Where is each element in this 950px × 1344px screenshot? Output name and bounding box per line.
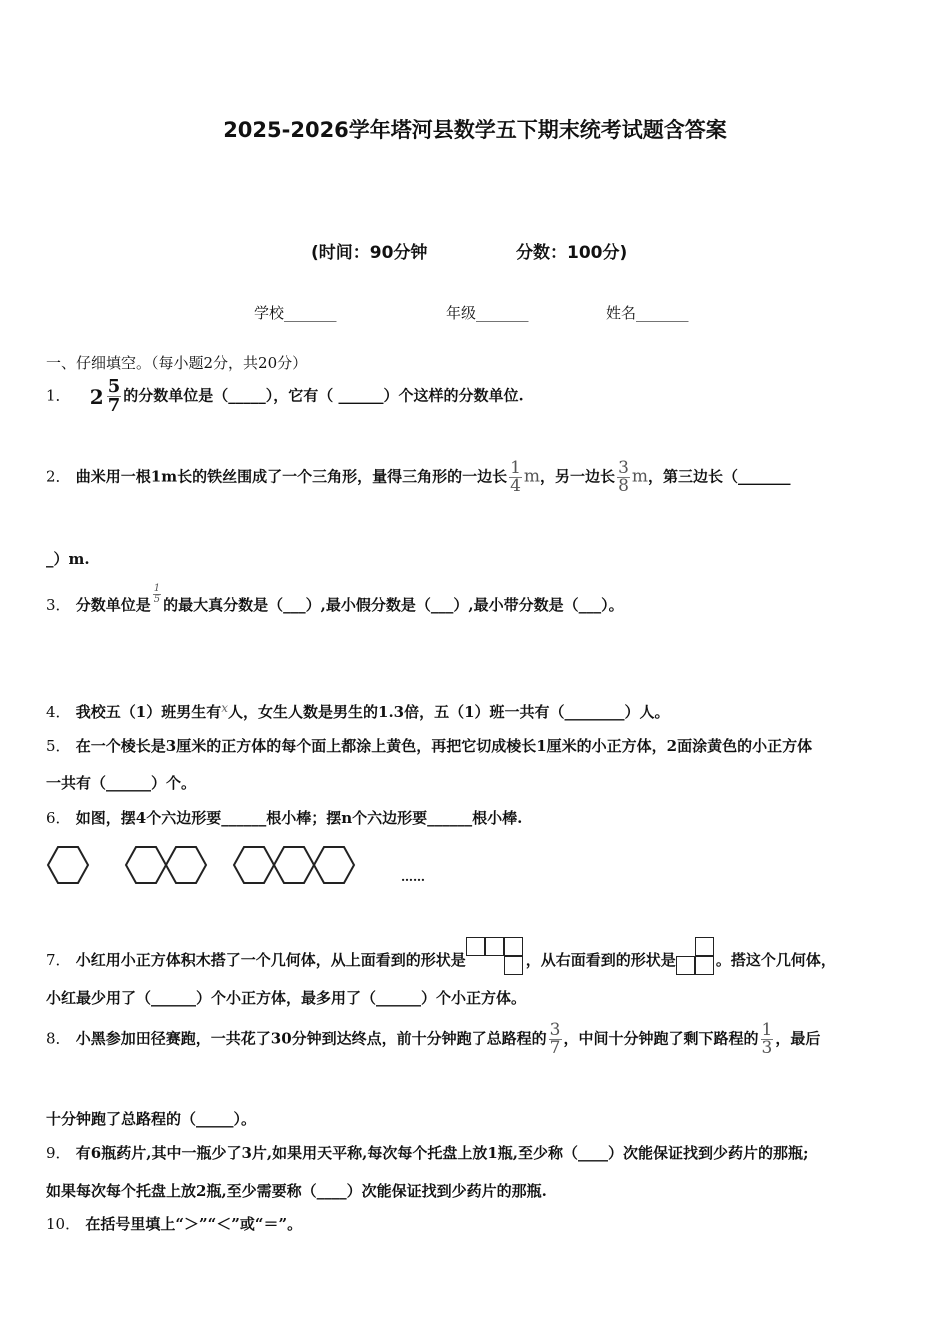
mixed-number <box>90 378 123 415</box>
question-8 <box>46 1022 820 1057</box>
question-text: ，从右面看到的形状是 <box>525 951 676 969</box>
question-text: 如图，摆4个六边形要______根小棒；摆n个六边形要______根小棒. <box>75 809 523 827</box>
question-text: ，最后 <box>775 1029 821 1048</box>
question-6 <box>46 807 522 828</box>
hexagon <box>126 847 166 883</box>
question-text: 。搭这个几何体， <box>715 951 836 969</box>
whole-part: 2 <box>89 384 104 409</box>
question-text: 我校五（1）班男生有 <box>75 703 222 721</box>
hexagon <box>274 847 314 883</box>
question-number: 10． <box>46 1215 81 1233</box>
numerator: 3 <box>618 458 629 478</box>
question-2 <box>46 460 791 495</box>
question-4 <box>46 701 670 722</box>
numerator: 3 <box>549 1020 561 1040</box>
denominator: 8 <box>618 476 629 496</box>
question-number: 6． <box>46 809 71 827</box>
question-text: ，中间十分钟跑了剩下路程的 <box>563 1029 759 1048</box>
right-view-shape <box>676 937 716 977</box>
question-number: 9． <box>46 1144 71 1162</box>
variable-x: x <box>221 701 229 715</box>
hexagon-figure <box>40 834 440 894</box>
grade-field: 年级_______ <box>446 304 529 322</box>
question-number: 1． <box>46 386 71 405</box>
denominator: 4 <box>510 476 521 496</box>
question-text: ，第三边长（_______ <box>648 467 791 486</box>
denominator: 7 <box>107 395 121 416</box>
question-text: 的最大真分数是（___）,最小假分数是（___）,最小带分数是（___）。 <box>163 596 624 614</box>
denominator: 3 <box>761 1038 773 1058</box>
denominator: 7 <box>549 1038 561 1058</box>
question-10 <box>46 1213 302 1234</box>
question-text: ，另一边长 <box>540 467 616 486</box>
section-heading: 一、仔细填空。（每小题2分，共20分） <box>46 354 308 372</box>
denominator: 5 <box>153 593 161 605</box>
question-number: 8． <box>46 1029 71 1048</box>
unit: m <box>631 466 649 487</box>
question-text: 的分数单位是（_____），它有（ ______）个这样的分数单位. <box>123 386 524 405</box>
question-9 <box>46 1142 809 1163</box>
question-number: 3． <box>46 596 71 614</box>
question-text: 小红用小正方体积木搭了一个几何体，从上面看到的形状是 <box>75 951 466 969</box>
hexagon <box>314 847 354 883</box>
question-text: 小黑参加田径赛跑，一共花了30分钟到达终点，前十分钟跑了总路程的 <box>75 1029 547 1048</box>
ellipsis: …… <box>401 870 425 884</box>
question-number: 5． <box>46 737 71 755</box>
question-2-cont: _）m. <box>46 550 90 568</box>
name-field: 姓名_______ <box>606 304 689 322</box>
question-text: 人，女生人数是男生的1.3倍，五（1）班一共有（________）人。 <box>228 703 670 721</box>
top-view-shape <box>466 937 526 977</box>
question-text: 在一个棱长是3厘米的正方体的每个面上都涂上黄色，再把它切成棱长1厘米的小正方体，2面涂黄色的小正方体 <box>75 737 813 755</box>
numerator: 1 <box>510 458 521 478</box>
unit: m <box>523 466 541 487</box>
question-3 <box>46 582 624 617</box>
school-field: 学校_______ <box>254 304 337 322</box>
question-text: 分数单位是 <box>75 596 151 614</box>
hexagon <box>166 847 206 883</box>
hexagon <box>234 847 274 883</box>
question-1 <box>46 378 524 415</box>
page-title: 2025-2026学年塔河县数学五下期末统考试题含答案 <box>223 118 727 142</box>
question-number: 4． <box>46 703 71 721</box>
numerator: 5 <box>107 376 121 397</box>
question-text: 曲米用一根1m长的铁丝围成了一个三角形，量得三角形的一边长 <box>75 467 508 486</box>
question-text: 在括号里填上“＞”“＜”或“＝”。 <box>85 1215 303 1233</box>
exam-score: 分数：100分) <box>516 243 628 263</box>
question-8-cont: 十分钟跑了总路程的（_____）。 <box>46 1110 257 1128</box>
question-5-cont: 一共有（______）个。 <box>46 774 197 792</box>
hexagon <box>48 847 88 883</box>
question-number: 7． <box>46 951 71 969</box>
question-9-cont: 如果每次每个托盘上放2瓶,至少需要称（____）次能保证找到少药片的那瓶. <box>46 1182 547 1200</box>
question-7-cont: 小红最少用了（______）个小正方体，最多用了（______）个小正方体。 <box>46 989 527 1007</box>
exam-time: (时间：90分钟 <box>311 243 428 263</box>
numerator: 1 <box>153 582 161 594</box>
question-number: 2． <box>46 467 71 486</box>
numerator: 1 <box>761 1020 773 1040</box>
question-5 <box>46 735 812 756</box>
question-text: 有6瓶药片,其中一瓶少了3片,如果用天平称,每次每个托盘上放1瓶,至少称（____）次能保证找到少药片的那瓶; <box>75 1144 809 1162</box>
question-7 <box>46 937 836 977</box>
